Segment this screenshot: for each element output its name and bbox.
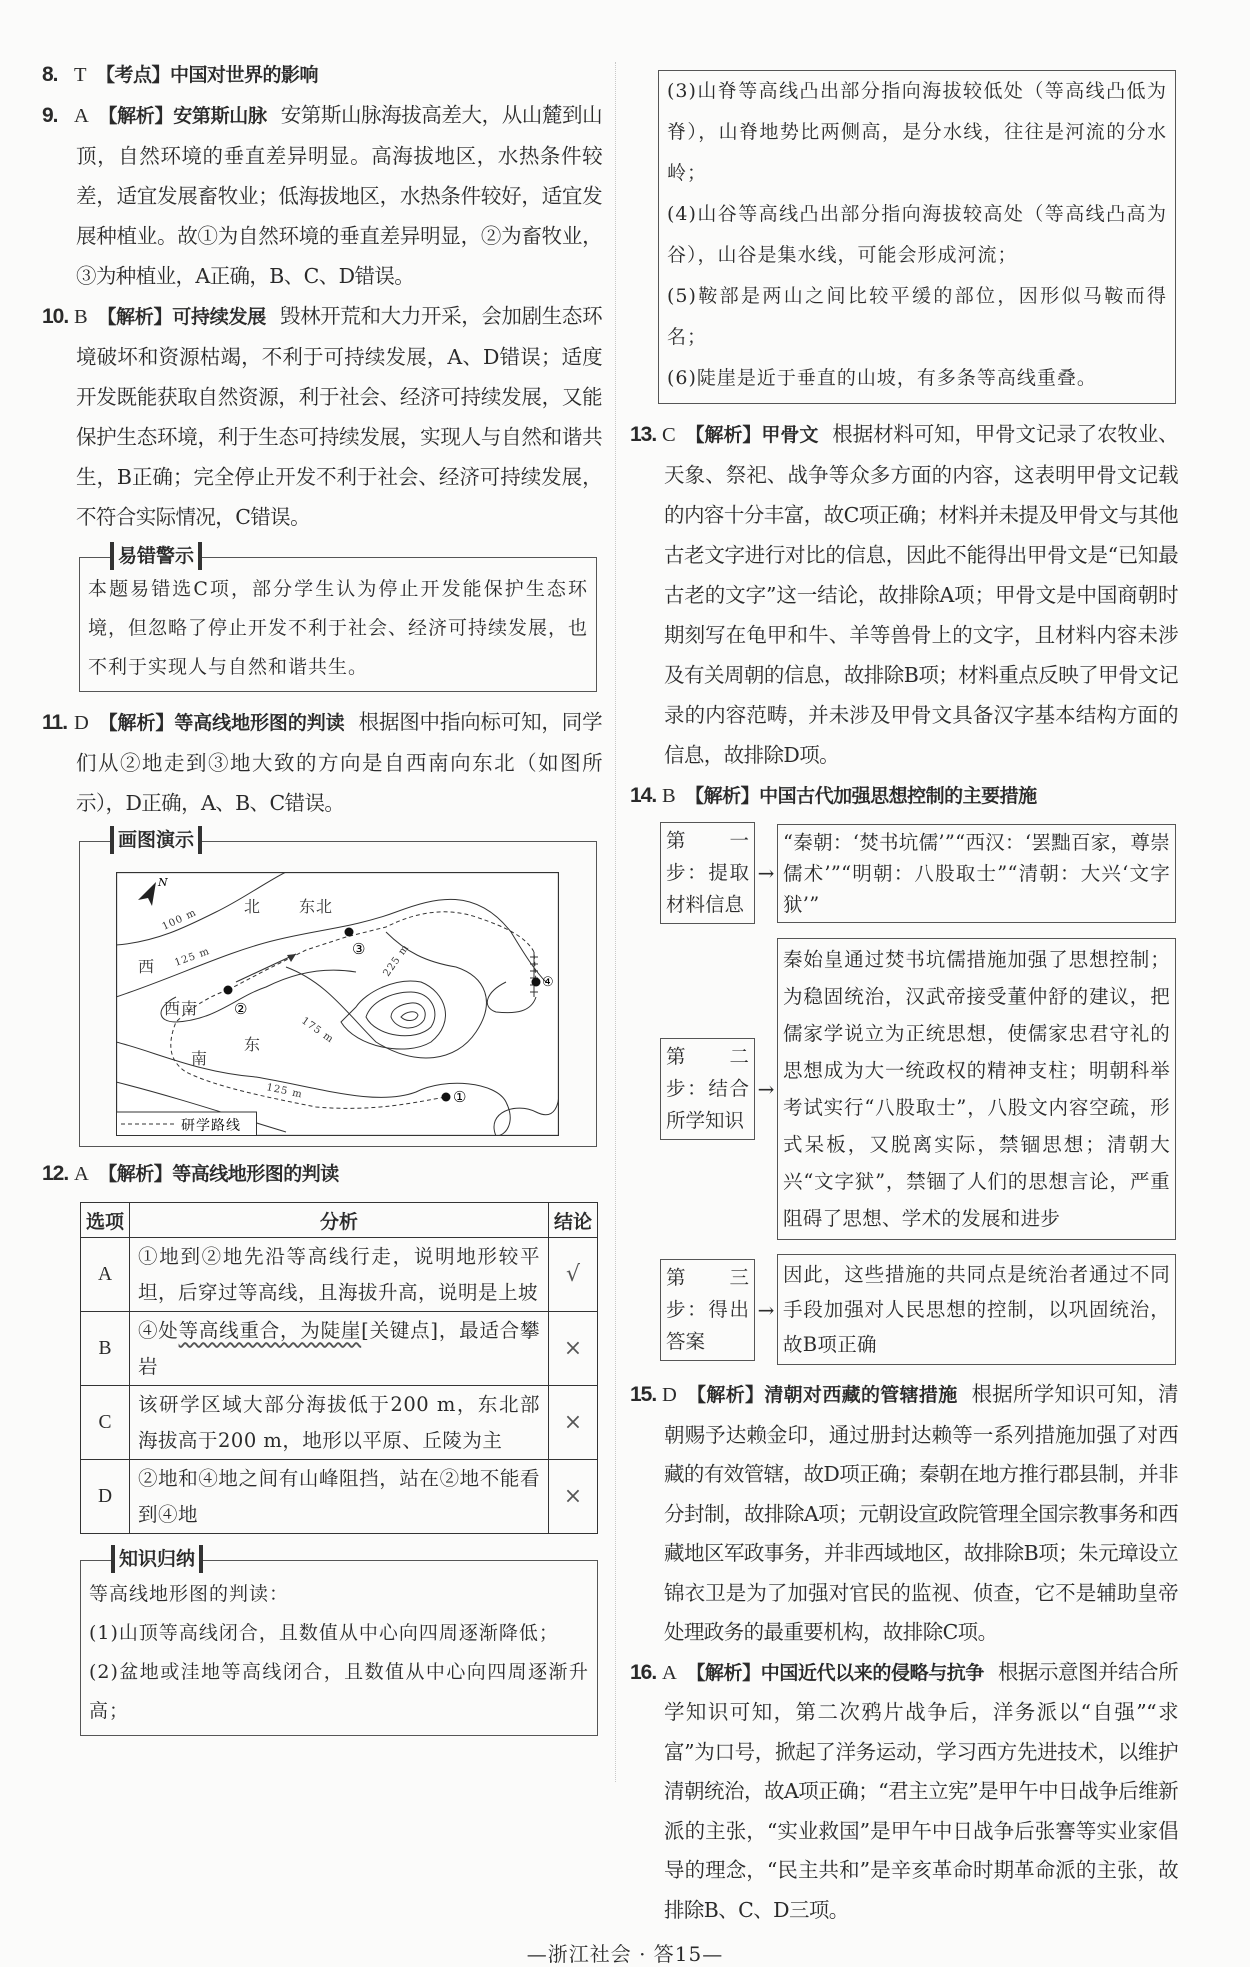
answer: T (74, 64, 86, 86)
point-label-4: ④ (542, 975, 555, 990)
box-line: 等高线地形图的判读： (89, 1583, 290, 1605)
right-column (630, 70, 1178, 1930)
explanation: 根据示意图并结合所学知识可知，第二次鸦片战争后，洋务派以“自强”“求富”为口号，掀起了洋务运动，学习西方先进技术，以维护清朝统治，故A项正确；“君主立宪”是甲午中日战争后维新派的主张，“实业救国”是甲午中日战争后张謇等实业家倡导的理念，“民主共和”是辛亥革命时期革命派的主张，故排除B、C、D三项。 (664, 1659, 1178, 1922)
drawing-demo-box (79, 829, 597, 1147)
topic: 可持续发展 (172, 306, 266, 328)
explanation: 根据图中指向标可知，同学们从②地走到③地大致的方向是自西南向东北（如图所示），D正确，A、B、C错误。 (76, 710, 602, 815)
box-line: (4)山谷等高线凸出部分指向海拔较高处（等高线凸高为谷），山谷是集水线，可能会形成河流； (667, 203, 1167, 266)
answer: B (74, 306, 88, 328)
box-line: (5)鞍部是两山之间比较平缓的部位，因形似马鞍而得名； (667, 285, 1167, 348)
topic: 清朝对西藏的管辖措施 (764, 1384, 958, 1406)
topic: 甲骨文 (761, 424, 819, 446)
question-8 (42, 54, 602, 95)
question-number: 10. (42, 305, 69, 328)
explanation: 安第斯山脉海拔高差大，从山麓到山顶，自然环境的垂直差异明显。高海拔地区，水热条件较差，适宜发展畜牧业；低海拔地区，水热条件较好，适宜发展种植业。故①为自然环境的垂直差异明显，②为畜牧业，③为种植业，A正确，B、C、D错误。 (76, 103, 602, 288)
option: A (81, 1238, 130, 1312)
dir-north: 北 (244, 897, 262, 916)
analysis-text: ②地和④地之间有山峰阻挡，站在②地不能看到④地 (138, 1466, 540, 1526)
tag: 【考点】 (95, 64, 170, 86)
analysis (130, 1238, 549, 1312)
answer: B (662, 785, 676, 807)
box-title: 画图演示 (110, 826, 202, 854)
tag: 【解析】 (98, 712, 175, 734)
option: B (81, 1312, 130, 1386)
left-column (42, 54, 602, 1736)
question-9 (42, 95, 602, 296)
question-13 (630, 414, 1178, 775)
explanation: 毁林开荒和大力开采，会加剧生态环境破坏和资源枯竭，不利于可持续发展，A、D错误；适度开发既能获取自然资源，利于社会、经济可持续发展，又能保护生态环境，利于生态可持续发展，实现人与自然和谐共生，B正确；完全停止开发不利于社会、经济可持续发展，不符合实际情况，C错误。 (76, 304, 602, 529)
question-number: 15. (630, 1383, 657, 1406)
header-option: 选项 (81, 1203, 130, 1238)
step-3-row (660, 1254, 1178, 1365)
step-2-content: 秦始皇通过焚书坑儒措施加强了思想控制；为稳固统治，汉武帝接受董仲舒的建议，把儒家学说立为正统思想，使儒家忠君守礼的思想成为大一统政权的精神支柱；明朝科举考试实行“八股取士”，八股文内容空疏，形式呆板，又脱离实际，禁锢思想；清朝大兴“文字狱”，禁锢了人们的思想言论，严重阻碍了思想、学术的发展和进步 (777, 938, 1176, 1240)
step-1-label: 第 一 步：提取材料信息 (660, 822, 755, 924)
question-number: 8. (42, 63, 58, 86)
analysis-text: ④处 (138, 1318, 179, 1342)
point-2 (224, 986, 233, 995)
cross-icon: × (549, 1312, 598, 1386)
box-line: (3)山脊等高线凸出部分指向海拔较低处（等高线凸低为脊），山脊地势比两侧高，是分水线，往往是河流的分水岭； (667, 80, 1167, 184)
dir-southwest: 西南 (164, 999, 199, 1018)
step-1-content: “秦朝：‘焚书坑儒’”“西汉：‘罢黜百家，尊崇儒术’”“明朝：八股取士”“清朝：大兴‘文字狱’” (777, 824, 1176, 923)
topic: 等高线地形图的判读 (174, 712, 345, 734)
answer: D (662, 1384, 677, 1406)
tag: 【解析】 (686, 1661, 761, 1684)
point-1 (442, 1093, 451, 1102)
table-header (81, 1203, 598, 1238)
header-result: 结论 (549, 1203, 598, 1238)
topic: 安第斯山脉 (173, 105, 267, 127)
answer: A (74, 1163, 89, 1185)
question-number: 9. (42, 104, 58, 127)
box-title: 易错警示 (110, 542, 202, 570)
point-4 (532, 978, 541, 987)
answer: C (662, 424, 676, 446)
answer: A (74, 105, 89, 127)
cross-icon: × (549, 1460, 598, 1534)
question-15 (630, 1375, 1178, 1653)
question-number: 11. (42, 711, 68, 734)
contour-label: 175 m (299, 1015, 336, 1046)
legend-label: 研学路线 (181, 1118, 241, 1134)
analysis (130, 1312, 549, 1386)
step-3-content: 因此，这些措施的共同点是统治者通过不同手段加强对人民思想的控制，以巩固统治，故B项正确 (777, 1254, 1176, 1365)
analysis-text: 该研学区域大部分海拔低于200 m，东北部海拔高于200 m，地形以平原、丘陵为主 (138, 1392, 540, 1452)
step-2-label: 第 二 步：结合所学知识 (660, 1038, 755, 1140)
tag: 【解析】 (685, 785, 760, 807)
contour-label: 100 m (160, 907, 199, 933)
header-analysis: 分析 (130, 1203, 549, 1238)
knowledge-summary-box (80, 1548, 598, 1736)
question-10 (42, 296, 602, 537)
tag: 【解析】 (98, 105, 174, 127)
topic: 中国古代加强思想控制的主要措施 (759, 785, 1037, 807)
question-14 (630, 775, 1178, 816)
key-phrase: 等高线重合，为陡崖 (178, 1318, 362, 1342)
dir-west: 西 (138, 957, 156, 976)
step-1-row (660, 822, 1178, 924)
step-2-row (660, 938, 1178, 1240)
arrow-icon: → (757, 861, 775, 885)
table-row (81, 1238, 598, 1312)
explanation: 根据材料可知，甲骨文记录了农牧业、天象、祭祀、战争等众多方面的内容，这表明甲骨文记载的内容十分丰富，故C项正确；材料并未提及甲骨文与其他古老文字进行对比的信息，因此不能得出甲骨文是“已知最古老的文字”这一结论，故排除A项；甲骨文是中国商朝时期刻写在龟甲和牛、羊等兽骨上的文字，且材料内容未涉及有关周朝的信息，故排除B项；材料重点反映了甲骨文记录的内容范畴，并未涉及甲骨文具备汉字基本结构方面的信息，故排除D项。 (664, 422, 1178, 767)
box-line: (1)山顶等高线闭合，且数值从中心向四周逐渐降低； (89, 1622, 559, 1644)
cross-icon: × (549, 1386, 598, 1460)
tag: 【解析】 (685, 424, 762, 446)
contour-label: 225 m (381, 942, 412, 979)
question-number: 13. (630, 423, 657, 446)
column-divider (615, 62, 616, 1782)
dir-south: 南 (191, 1049, 209, 1068)
topic: 中国近代以来的侵略与抗争 (760, 1661, 985, 1684)
knowledge-summary-continued (658, 70, 1176, 404)
question-12 (42, 1153, 602, 1194)
box-line: (6)陡崖是近于垂直的山坡，有多条等高线重叠。 (667, 367, 1097, 389)
contour-label: 125 m (265, 1082, 304, 1101)
topic: 中国对世界的影响 (169, 64, 318, 86)
table-row (81, 1386, 598, 1460)
contour-map (116, 872, 559, 1136)
analysis (130, 1386, 549, 1460)
analysis-text: ①地到②地先沿等高线行走，说明地形较平坦，后穿过等高线，且海拔升高，说明是上坡 (138, 1244, 540, 1304)
option: D (81, 1460, 130, 1534)
analysis (130, 1460, 549, 1534)
box-title: 知识归纳 (111, 1545, 203, 1573)
analysis-table (80, 1202, 598, 1534)
point-label-2: ② (234, 1000, 249, 1018)
tag: 【解析】 (97, 306, 173, 328)
table-row (81, 1460, 598, 1534)
explanation: 根据所学知识可知，清朝赐予达赖金印，通过册封达赖等一系列措施加强了对西藏的有效管辖，故D项正确；秦朝在地方推行郡县制，并非分封制，故排除A项；元朝设宣政院管理全国宗教事务和西藏地区军政事务，并非西域地区，故排除B项；朱元璋设立锦衣卫是为了加强对官民的监视、侦查，它不是辅助皇帝处理政务的最重要机构，故排除C项。 (664, 1382, 1178, 1644)
answer: D (74, 712, 89, 734)
error-warning-box (79, 545, 597, 692)
question-16 (630, 1653, 1178, 1931)
option: C (81, 1386, 130, 1460)
compass-label: N (158, 876, 169, 889)
step-3-label: 第 三 步：得出答案 (660, 1259, 755, 1361)
arrow-icon: → (757, 1077, 775, 1101)
box-text: 本题易错选C项，部分学生认为停止开发能保护生态环境，但忽略了停止开发不利于社会、经济可持续发展，也不利于实现人与自然和谐共生。 (88, 578, 589, 678)
page-footer: —浙江社会 · 答15— (526, 1942, 724, 1966)
tag: 【解析】 (686, 1384, 765, 1406)
tag: 【解析】 (98, 1163, 173, 1185)
point-3 (345, 928, 354, 937)
dir-northeast: 东北 (299, 897, 334, 916)
question-11 (42, 702, 602, 823)
check-icon: √ (549, 1238, 598, 1312)
table-row (81, 1312, 598, 1386)
box-line: (2)盆地或洼地等高线闭合，且数值从中心向四周逐渐升高； (89, 1661, 589, 1722)
analysis-text: [关键点]，最适合攀岩 (138, 1318, 540, 1378)
point-label-1: ① (453, 1088, 468, 1106)
point-label-3: ③ (352, 940, 367, 958)
topic: 等高线地形图的判读 (172, 1163, 339, 1185)
arrow-icon: → (757, 1297, 775, 1322)
question-number: 16. (630, 1660, 657, 1684)
answer: A (662, 1661, 677, 1684)
contour-label: 125 m (173, 945, 212, 969)
question-number: 14. (630, 784, 657, 807)
dir-east: 东 (244, 1035, 262, 1054)
question-number: 12. (42, 1162, 69, 1185)
